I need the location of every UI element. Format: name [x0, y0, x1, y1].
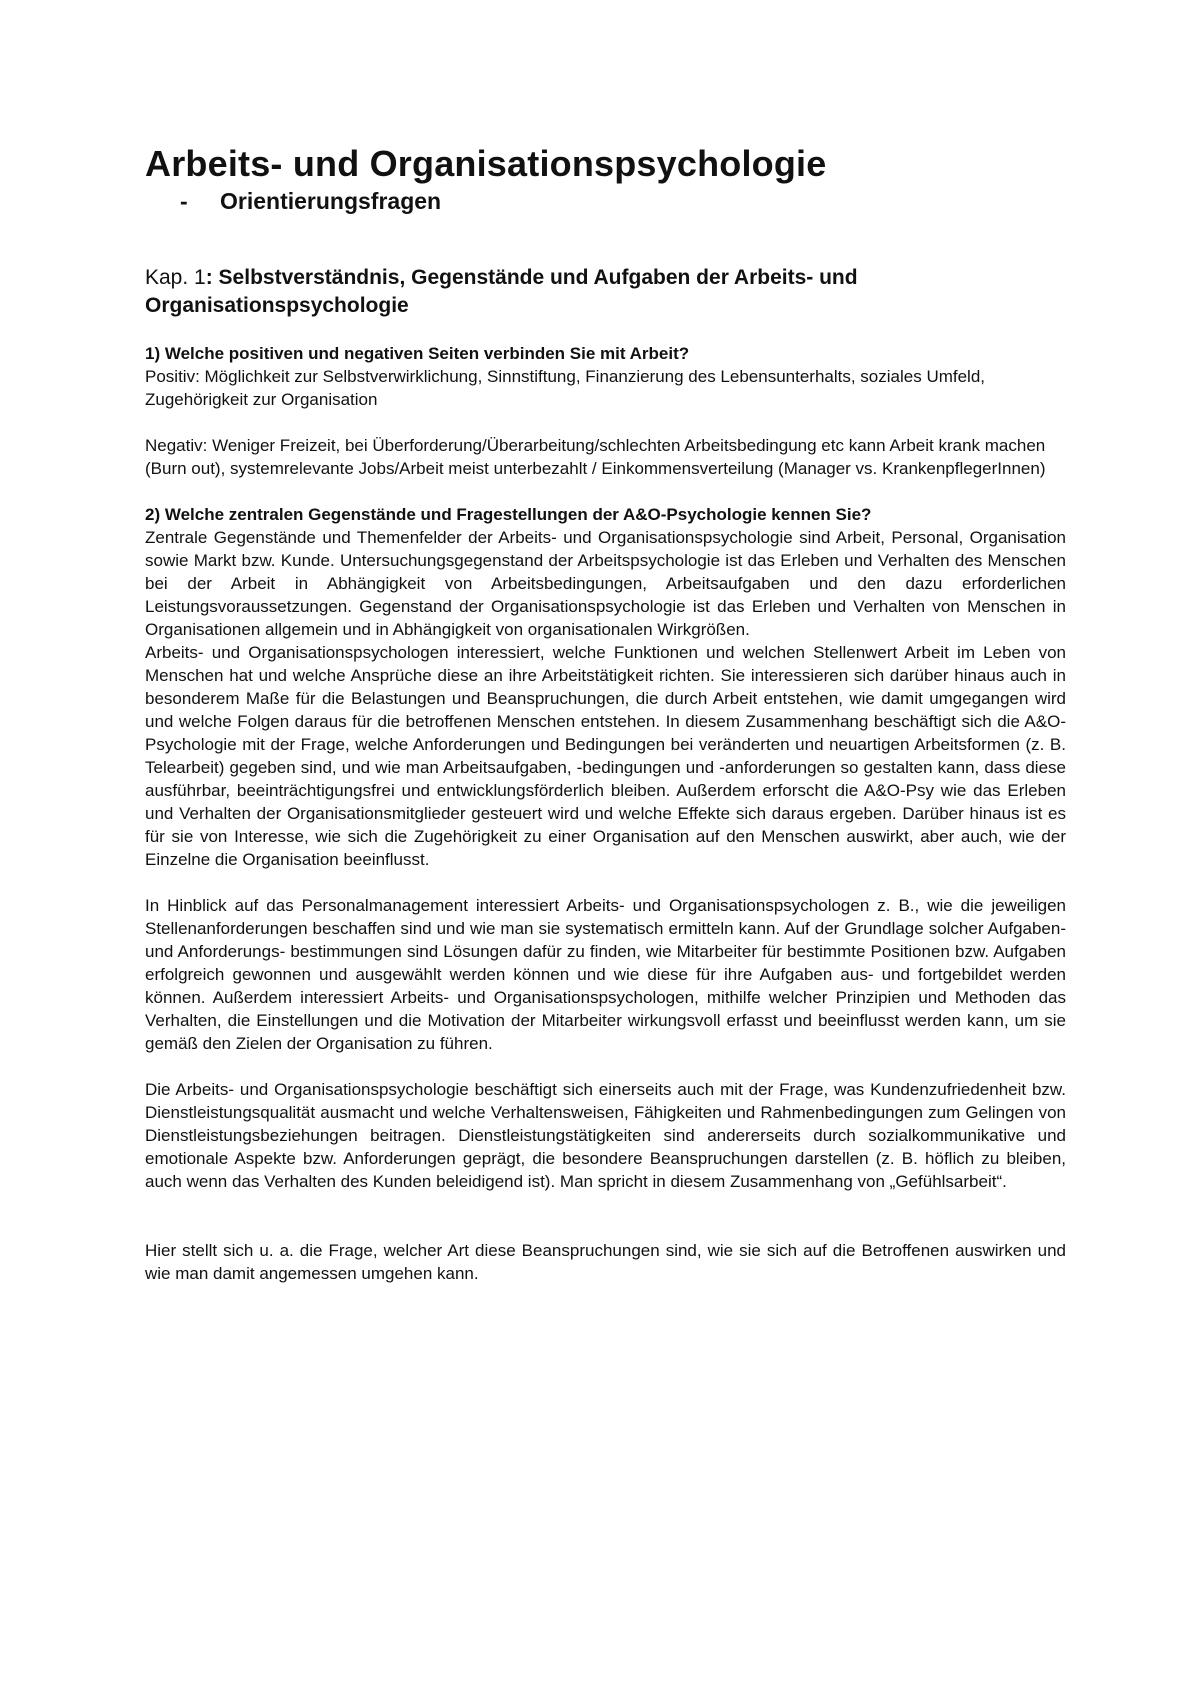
question-heading: 1) Welche positiven und negativen Seiten verbinden Sie mit Arbeit? [145, 344, 690, 363]
paragraph-spacer [145, 411, 1066, 434]
question-1 [145, 342, 1066, 480]
chapter-prefix: Kap. 1 [145, 266, 206, 289]
paragraph-spacer [145, 1193, 1066, 1239]
answer-paragraph: Arbeits- und Organisationspsychologen interessiert, welche Funktionen und welchen Stellenwert Arbeit im Leben von Menschen hat und welche Ansprüche diese an ihre Arbeitstätigkeit richten. Sie interessieren sich darüber hinaus auch in besonderem Maße für die Belastungen und Beanspruchungen, die durch Arbeit entstehen, wie damit umgegangen wird und welche Folgen daraus für die betroffenen Menschen entstehen. In diesem Zusammenhang beschäftigt sich die A&O-Psychologie mit der Frage, welche Anforderungen und Bedingungen bei veränderten und neuartigen Arbeitsformen (z. B. Telearbeit) gegeben sind, und wie man Arbeitsaufgaben, -bedingungen und -anforderungen so gestalten kann, dass diese ausführbar, beeinträchtigungsfrei und entwicklungsförderlich bleiben. Außerdem erforscht die A&O-Psy wie das Erleben und Verhalten der Organisationsmitglieder gesteuert wird und welche Effekte sich daraus ergeben. Darüber hinaus ist es für sie von Interesse, wie sich die Zugehörigkeit zu einer Organisation auf den Menschen auswirkt, aber auch, wie der Einzelne die Organisation beeinflusst. [145, 643, 1066, 869]
question-heading: 2) Welche zentralen Gegenstände und Fragestellungen der A&O-Psychologie kennen Sie? [145, 505, 872, 524]
subtitle-dash: - [180, 188, 188, 214]
answer-paragraph: Hier stellt sich u. a. die Frage, welcher Art diese Beanspruchungen sind, wie sie sich auf die Betroffenen auswirken und wie man damit angemessen umgehen kann. [145, 1241, 1066, 1283]
chapter-heading [145, 264, 1066, 320]
answer-paragraph: Positiv: Möglichkeit zur Selbstverwirklichung, Sinnstiftung, Finanzierung des Lebensunterhalts, soziales Umfeld, Zugehörigkeit zur Organisation [145, 367, 986, 409]
answer-paragraph: Zentrale Gegenstände und Themenfelder der Arbeits- und Organisationspsychologie sind Arbeit, Personal, Organisation sowie Markt bzw. Kunde. Untersuchungsgegenstand der Arbeitspsychologie ist das Erleben und Verhalten des Menschen bei der Arbeit in Abhängigkeit von Arbeitsbedingungen, Arbeitsaufgaben und den dazu erforderlichen Leistungsvoraussetzungen. Gegenstand der Organisationspsychologie ist das Erleben und Verhalten von Menschen in Organisationen allgemein und in Abhängigkeit von organisationalen Wirkgrößen. [145, 528, 1066, 639]
document-subtitle [145, 186, 1066, 216]
chapter-title: : Selbstverständnis, Gegenstände und Aufgaben der Arbeits- und Organisationspsychologie [145, 266, 858, 317]
subtitle-text: Orientierungsfragen [220, 188, 442, 214]
paragraph-spacer [145, 1055, 1066, 1078]
answer-paragraph: Die Arbeits- und Organisationspsychologie beschäftigt sich einerseits auch mit der Frage, was Kundenzufriedenheit bzw. Dienstleistungsqualität ausmacht und welche Verhaltensweisen, Fähigkeiten und Rahmenbedingungen zum Gelingen von Dienstleistungsbeziehungen beitragen. Dienstleistungstätigkeiten sind andererseits durch sozialkommunikative und emotionale Aspekte bzw. Anforderungen geprägt, die besondere Beanspruchungen darstellen (z. B. höflich zu bleiben, auch wenn das Verhalten des Kunden beleidigend ist). Man spricht in diesem Zusammenhang von „Gefühlsarbeit“. [145, 1080, 1066, 1191]
paragraph-spacer [145, 871, 1066, 894]
document-title: Arbeits- und Organisationspsychologie [145, 143, 827, 184]
answer-paragraph: Negativ: Weniger Freizeit, bei Überforderung/Überarbeitung/schlechten Arbeitsbedingung etc kann Arbeit krank machen (Burn out), systemrelevante Jobs/Arbeit meist unterbezahlt / Einkommensverteilung (Manager vs. KrankenpflegerInnen) [145, 436, 1046, 478]
document-page [145, 142, 1066, 1285]
question-2 [145, 503, 1066, 1285]
answer-paragraph: In Hinblick auf das Personalmanagement interessiert Arbeits- und Organisationspsychologen z. B., wie die jeweiligen Stellenanforderungen beschaffen sind und wie man sie systematisch ermitteln kann. Auf der Grundlage solcher Aufgaben- und Anforderungs- bestimmungen sind Lösungen dafür zu finden, wie Mitarbeiter für bestimmte Positionen bzw. Aufgaben erfolgreich gewonnen und ausgewählt werden können und wie diese für ihre Aufgaben aus- und fortgebildet werden können. Außerdem interessiert Arbeits- und Organisationspsychologen, mithilfe welcher Prinzipien und Methoden das Verhalten, die Einstellungen und die Motivation der Mitarbeiter wirkungsvoll erfasst und beeinflusst werden kann, um sie gemäß den Zielen der Organisation zu führen. [145, 896, 1066, 1053]
